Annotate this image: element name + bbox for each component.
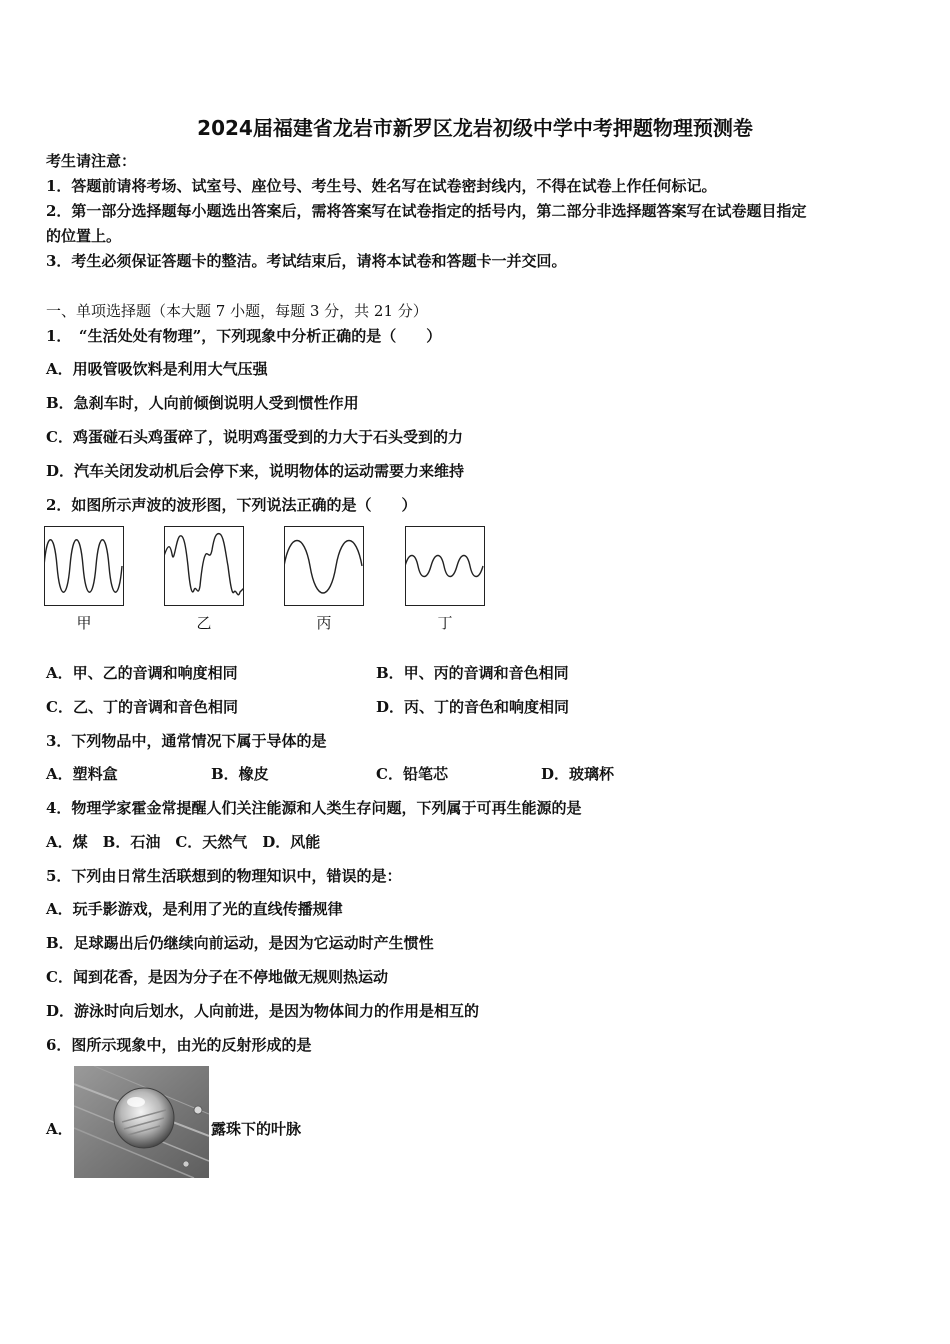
q3-option-a: A．塑料盒 bbox=[46, 765, 118, 783]
q3-option-d: D．玻璃杯 bbox=[541, 765, 615, 783]
q6-option-a-text: 露珠下的叶脉 bbox=[211, 1120, 302, 1138]
q1-stem: 1． “生活处处有物理”，下列现象中分析正确的是（ ） bbox=[46, 327, 442, 345]
waveform-label-jia: 甲 bbox=[76, 614, 92, 632]
q2-option-a: A．甲、乙的音调和响度相同 bbox=[46, 664, 238, 682]
q5-option-b: B．足球踢出后仍继续向前运动，是因为它运动时产生惯性 bbox=[46, 934, 434, 952]
notice-item-3: 3．考生必须保证答题卡的整洁。考试结束后，请将本试卷和答题卡一并交回。 bbox=[46, 252, 567, 270]
q1-option-a: A．用吸管吸饮料是利用大气压强 bbox=[46, 360, 268, 378]
q6-option-a-letter: A． bbox=[46, 1120, 73, 1138]
q5-option-c: C．闻到花香，是因为分子在不停地做无规则热运动 bbox=[46, 968, 388, 986]
q1-option-d: D．汽车关闭发动机后会停下来，说明物体的运动需要力来维持 bbox=[46, 462, 465, 480]
waveform-label-yi: 乙 bbox=[196, 614, 212, 632]
q1-option-b: B．急刹车时，人向前倾倒说明人受到惯性作用 bbox=[46, 394, 359, 412]
waveform-bing bbox=[284, 526, 364, 606]
q4-stem: 4．物理学家霍金常提醒人们关注能源和人类生存问题，下列属于可再生能源的是 bbox=[46, 799, 582, 817]
dewdrop-leaf-photo bbox=[74, 1066, 209, 1178]
q3-stem: 3．下列物品中，通常情况下属于导体的是 bbox=[46, 732, 327, 750]
waveform-label-bing: 丙 bbox=[316, 614, 332, 632]
notice-item-1: 1．答题前请将考场、试室号、座位号、考生号、姓名写在试卷密封线内，不得在试卷上作任何标记。 bbox=[46, 177, 717, 195]
q2-stem: 2．如图所示声波的波形图，下列说法正确的是（ ） bbox=[46, 496, 417, 514]
waveform-jia bbox=[44, 526, 124, 606]
section-heading: 一、单项选择题（本大题 7 小题，每题 3 分，共 21 分） bbox=[46, 302, 428, 320]
waveform-label-ding: 丁 bbox=[437, 614, 453, 632]
q2-option-c: C．乙、丁的音调和音色相同 bbox=[46, 698, 238, 716]
notice-item-2: 2．第一部分选择题每小题选出答案后，需将答案写在试卷指定的括号内，第二部分非选择题答案写在试卷题目指定 bbox=[46, 202, 807, 220]
page-title: 2024届福建省龙岩市新罗区龙岩初级中学中考押题物理预测卷 bbox=[197, 116, 753, 140]
q5-stem: 5．下列由日常生活联想到的物理知识中，错误的是： bbox=[46, 867, 402, 885]
q5-option-d: D．游泳时向后划水，人向前进，是因为物体间力的作用是相互的 bbox=[46, 1002, 480, 1020]
q2-option-b: B．甲、丙的音调和音色相同 bbox=[376, 664, 569, 682]
waveform-yi bbox=[164, 526, 244, 606]
notice-heading: 考生请注意： bbox=[46, 152, 137, 170]
q1-option-c: C．鸡蛋碰石头鸡蛋碎了，说明鸡蛋受到的力大于石头受到的力 bbox=[46, 428, 463, 446]
q6-stem: 6．图所示现象中，由光的反射形成的是 bbox=[46, 1036, 312, 1054]
notice-item-2-cont: 的位置上。 bbox=[46, 227, 122, 245]
waveform-ding bbox=[405, 526, 485, 606]
q3-option-c: C．铅笔芯 bbox=[376, 765, 448, 783]
q4-options: A．煤 B．石油 C．天然气 D．风能 bbox=[46, 833, 321, 851]
q5-option-a: A．玩手影游戏，是利用了光的直线传播规律 bbox=[46, 900, 343, 918]
q3-option-b: B．橡皮 bbox=[211, 765, 269, 783]
q2-option-d: D．丙、丁的音色和响度相同 bbox=[376, 698, 570, 716]
